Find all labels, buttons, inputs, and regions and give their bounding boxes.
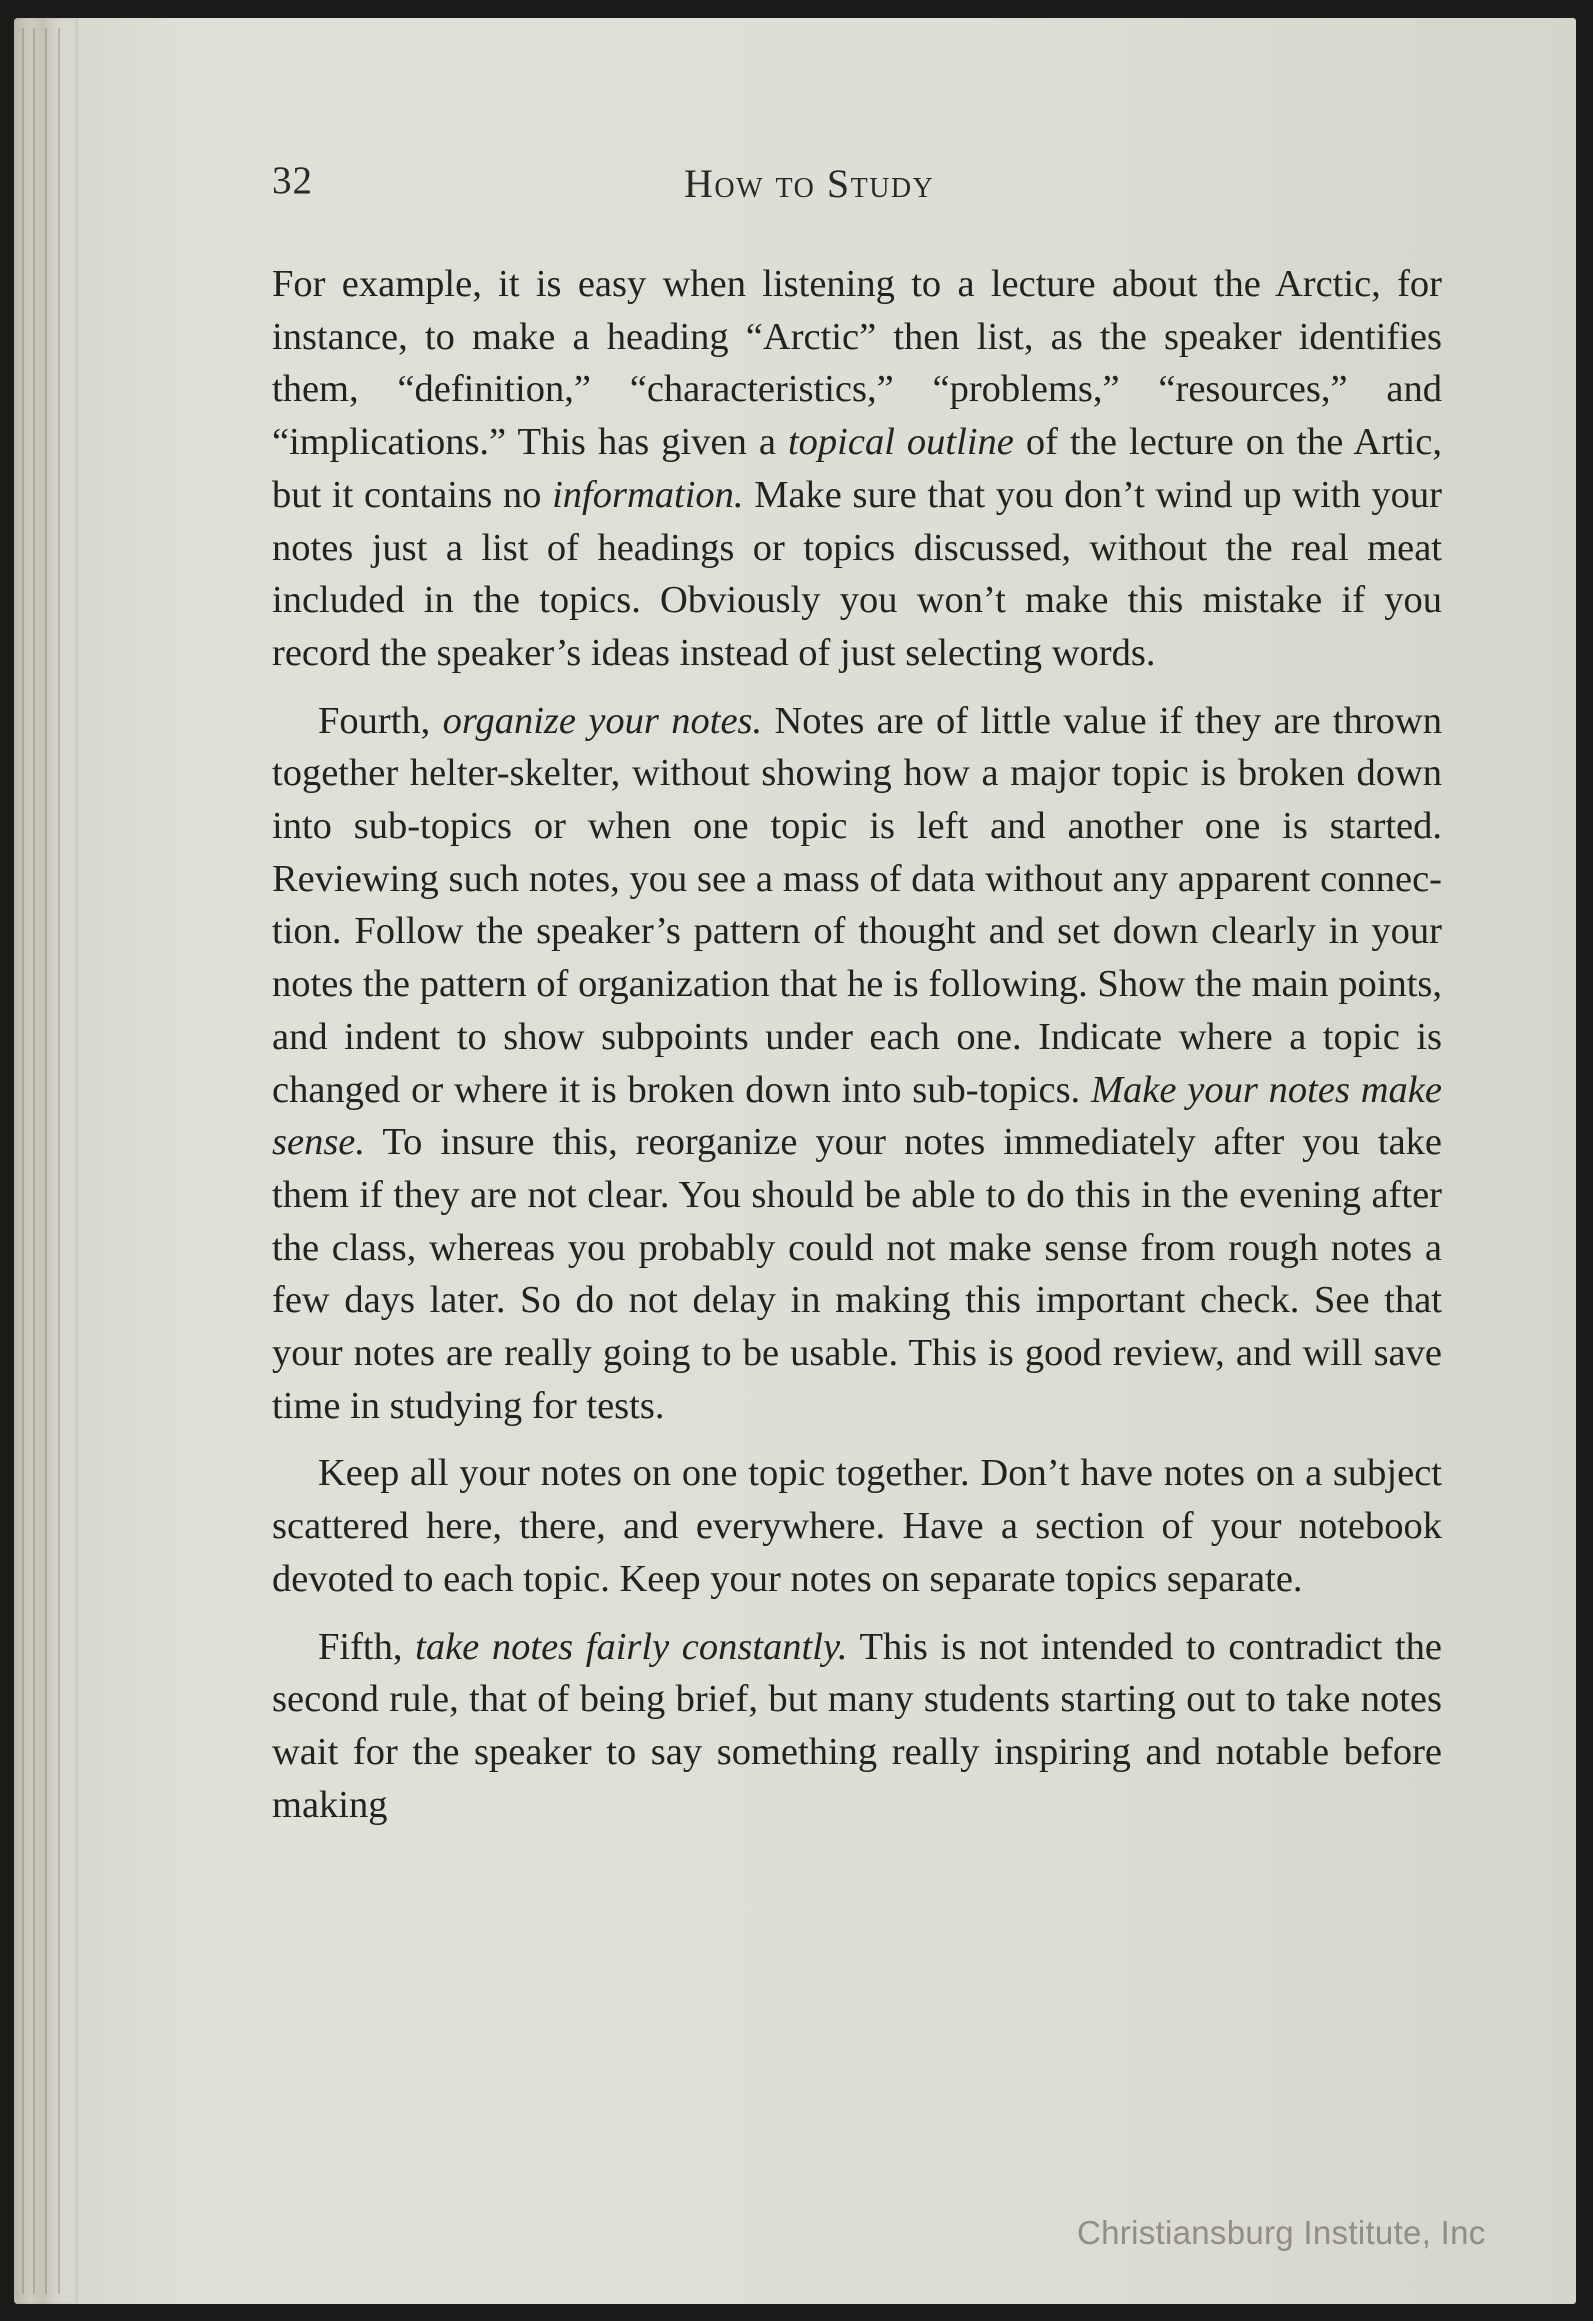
paragraph xyxy=(272,1621,1442,1832)
text-run: Make sure that you don’t wind up with your notes just a list of headings or topics discussed, without the real meat included in the topics. Obviously you won’t make this mistake if you record the speaker’s ideas instead of just selecting words. xyxy=(272,473,1442,674)
page-edge-line xyxy=(33,28,35,2294)
text-run: For example, it is easy when listening to a lecture about the Arctic, for instance, to make a heading “Arctic” then list, as the speaker identifies them, “definition,” “characteristics,” “problems,” “resources,” and “implications.” This has given a xyxy=(272,263,1442,464)
page-edge-line xyxy=(45,28,47,2294)
paragraph xyxy=(272,695,1442,1433)
page-number: 32 xyxy=(272,159,313,202)
italic-phrase: topical outline xyxy=(787,421,1014,464)
text-run: of the lecture on the Artic, but it contains no xyxy=(272,421,1442,516)
running-head-title: How to Study xyxy=(684,161,935,206)
text-run: Notes are of little value if they are thrown together helter-skelter, without showing how a major topic is broken down into sub-topics or when one topic is left and another one is started. Reviewing such notes, you see a mass of data without any apparent connection. Follow the speaker’s pattern of thought and set down clearly in your notes the pattern of organization that he is following. Show the main points, and indent to show subpoints under each one. Indicate where a topic is changed or where it is broken down into sub-topics. xyxy=(272,699,1442,1111)
italic-phrase: take notes fairly constantly. xyxy=(415,1625,848,1668)
body-text xyxy=(272,258,1442,1846)
page-header xyxy=(14,18,1576,206)
text-run: To insure this, reorganize your notes immediately after you take them if they are not clear. You should be able to do this in the evening after the class, whereas you probably could not make sense from rough notes a few days later. So do not delay in making this important check. See that your notes are really going to be usable. This is good review, and will save time in studying for tests. xyxy=(272,1121,1442,1427)
paragraph xyxy=(272,258,1442,680)
italic-phrase: organize your notes. xyxy=(442,699,763,742)
page-edge-line xyxy=(22,28,24,2294)
page-edge-line xyxy=(58,28,60,2294)
book-spine-edge xyxy=(14,18,78,2304)
book-page xyxy=(14,18,1576,2304)
text-run: Fourth, xyxy=(318,699,443,742)
text-run: Keep all your notes on one topic together. Don’t have notes on a subject scattered here, there, and everywhere. Have a section of your notebook devoted to each topic. Keep your notes on separate topics separate. xyxy=(272,1452,1442,1600)
text-run: Fifth, xyxy=(318,1625,416,1668)
italic-phrase: information. xyxy=(552,473,744,516)
watermark-text: Christiansburg Institute, Inc xyxy=(1077,2214,1486,2251)
italic-phrase: Make your notes make sense. xyxy=(272,1068,1442,1164)
paragraph xyxy=(272,1447,1442,1605)
text-run: This is not intended to contradict the second rule, that of being brief, but many students starting out to take notes wait for the speaker to say something really inspiring and notable before making xyxy=(272,1625,1442,1826)
